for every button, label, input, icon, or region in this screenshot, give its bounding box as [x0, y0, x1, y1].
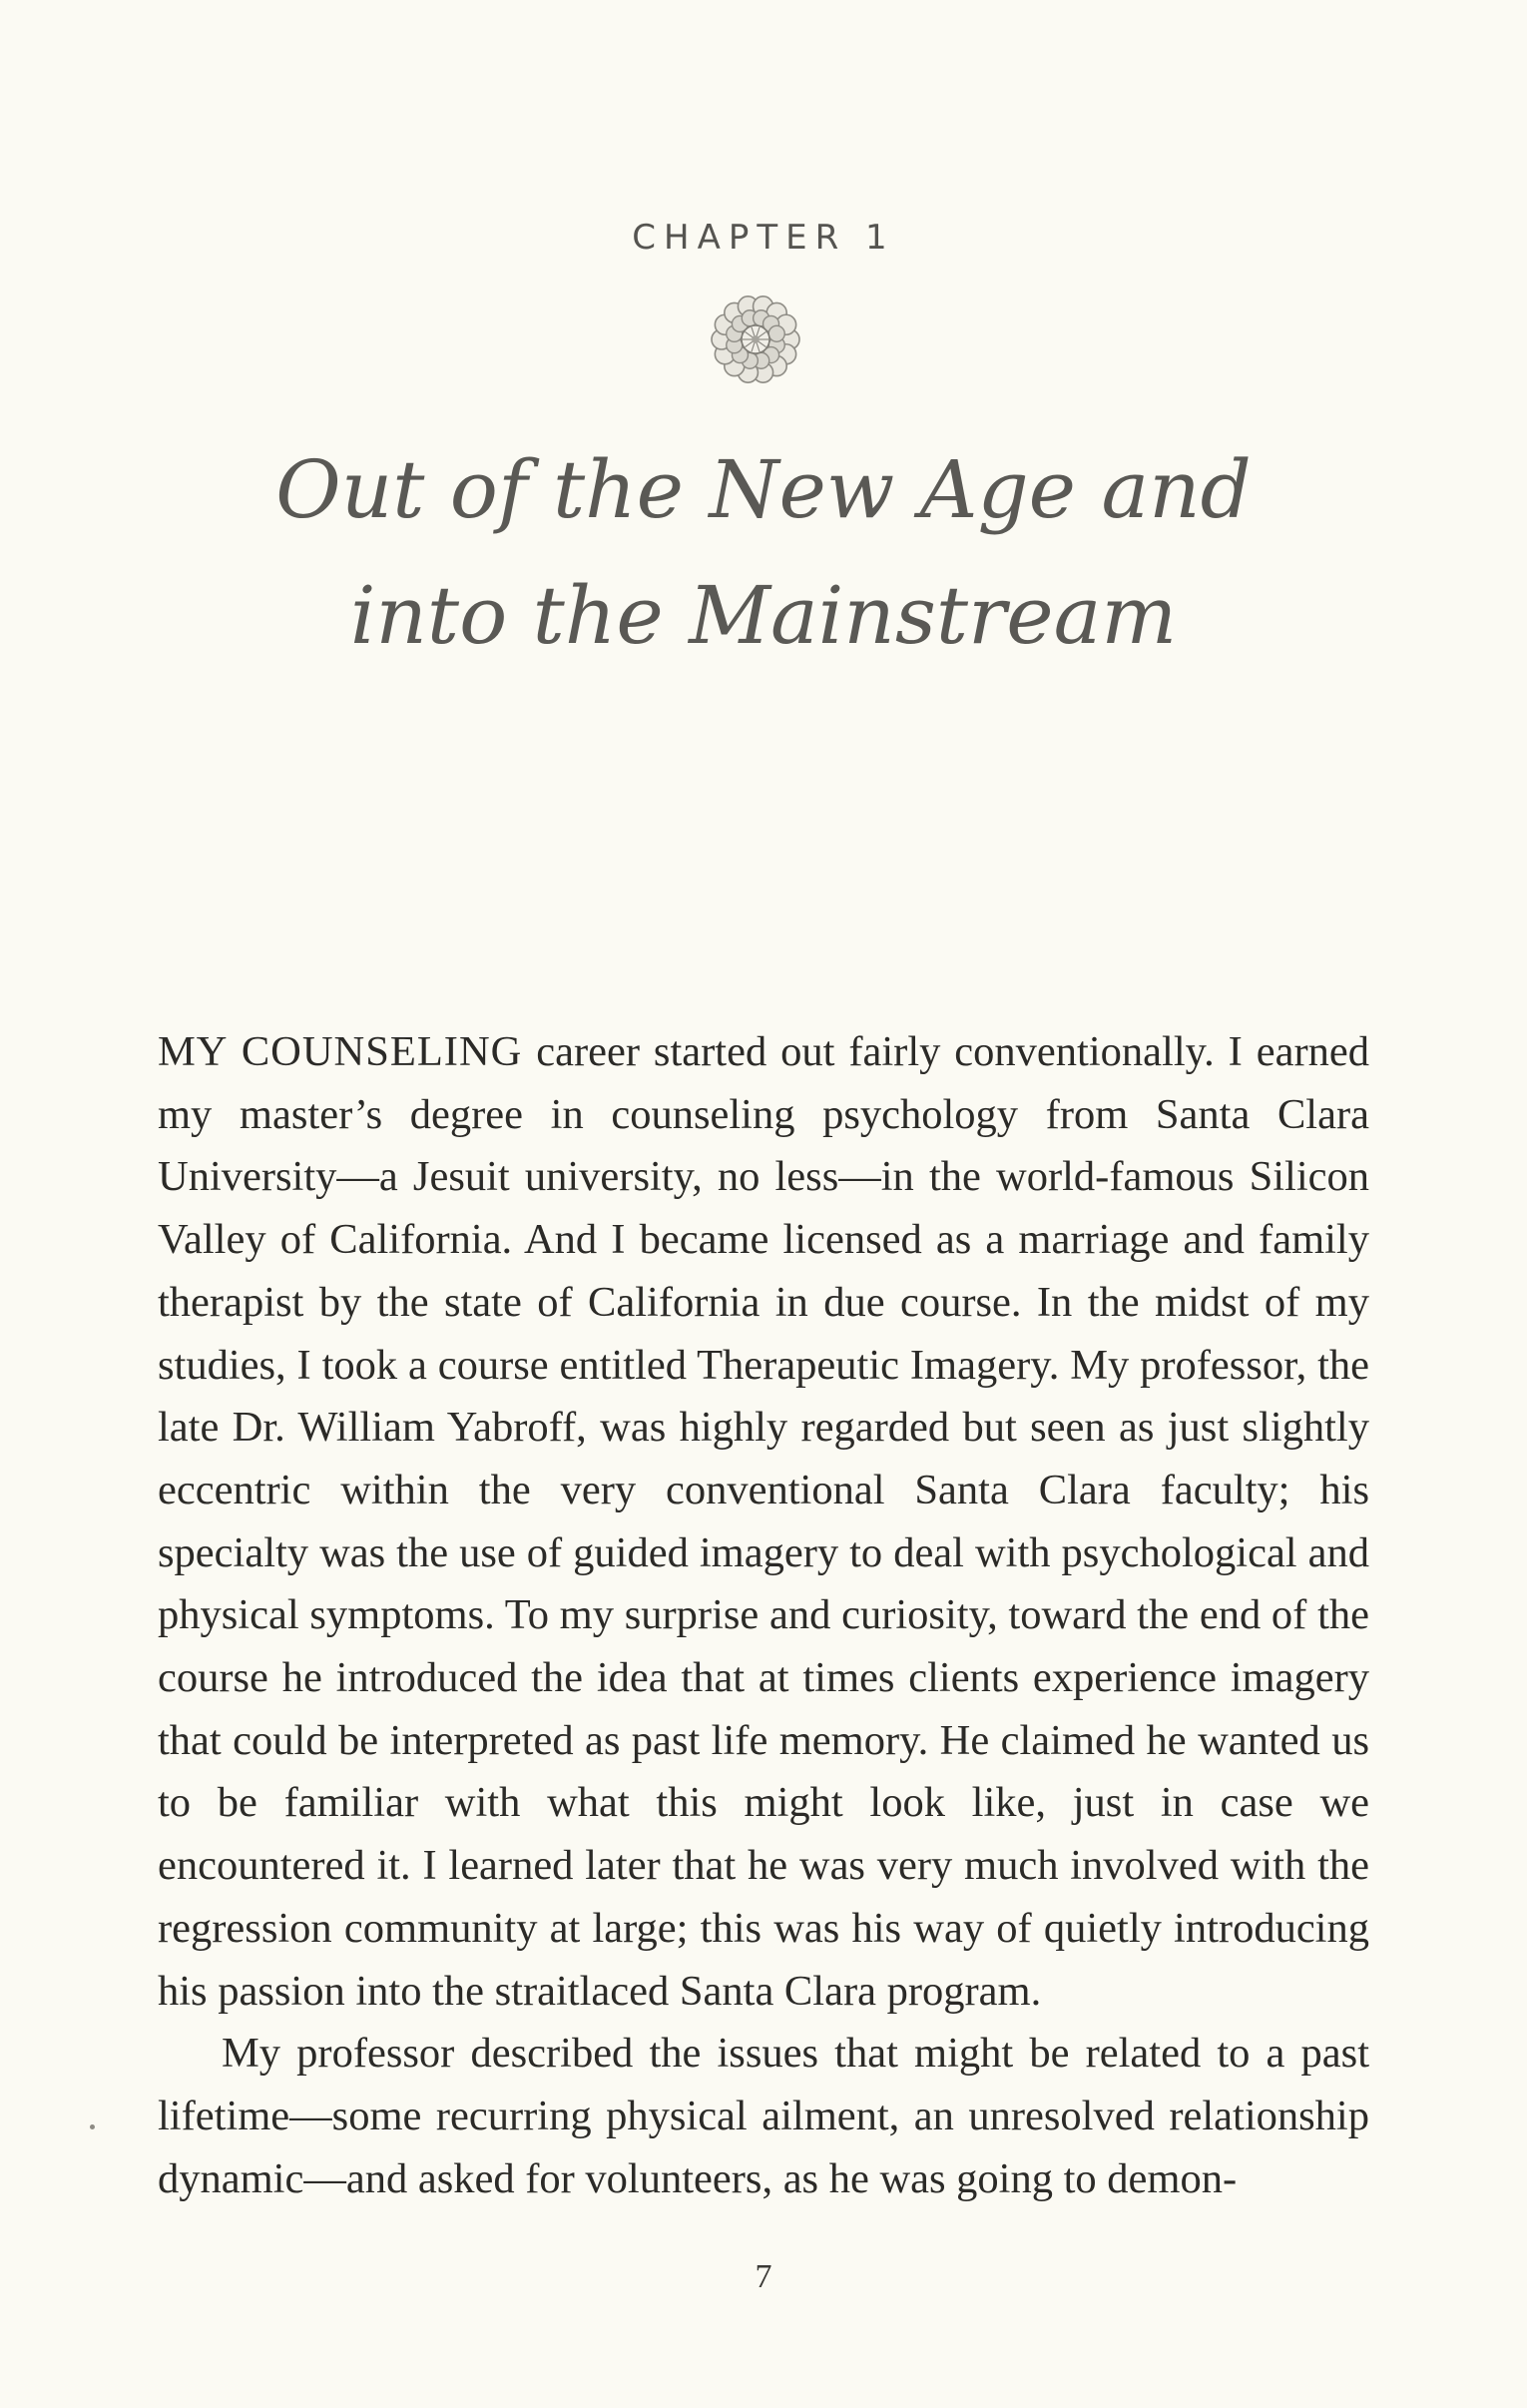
chapter-title-line-1: Out of the New Age and — [275, 443, 1252, 536]
lead-in-smallcaps: MY COUNSELING — [158, 1028, 523, 1075]
chapter-label: CHAPTER 1 — [632, 218, 895, 258]
page-number: 7 — [755, 2258, 772, 2295]
body-text — [158, 1021, 1369, 2210]
chapter-title — [0, 427, 1527, 679]
paragraph-2: My professor described the issues that might be related to a past lifetime—some recurring physical ailment, an unresolved relationship dynamic—and asked for volunteers, as he was going to demon- — [158, 2030, 1369, 2202]
paragraph-1 — [158, 1021, 1369, 2023]
chapter-title-line-2: into the Mainstream — [349, 569, 1178, 662]
paper-speck — [90, 2124, 95, 2129]
rosette-ornament-icon — [708, 292, 803, 387]
paragraph-1-text: career started out fairly conventionally. I earned my master’s degree in counseling psychology from Santa Clara University—a Jesuit university, no less—in the world-famous Silicon Valley of California. And I became licensed as a marriage and family therapist by the state of California in due course. In the midst of my studies, I took a course entitled Therapeutic Imagery. My professor, the late Dr. William Yabroff, was highly regarded but seen as just slightly eccentric within the very conventional Santa Clara faculty; his specialty was the use of guided imagery to deal with psychological and physical symptoms. To my surprise and curiosity, toward the end of the course he introduced the idea that at times clients experience imagery that could be interpreted as past life memory. He claimed he wanted us to be familiar with what this might look like, just in case we encountered it. I learned later that he was very much involved with the regression community at large; this was his way of quietly introducing his passion into the straitlaced Santa Clara program. — [158, 1028, 1369, 2015]
